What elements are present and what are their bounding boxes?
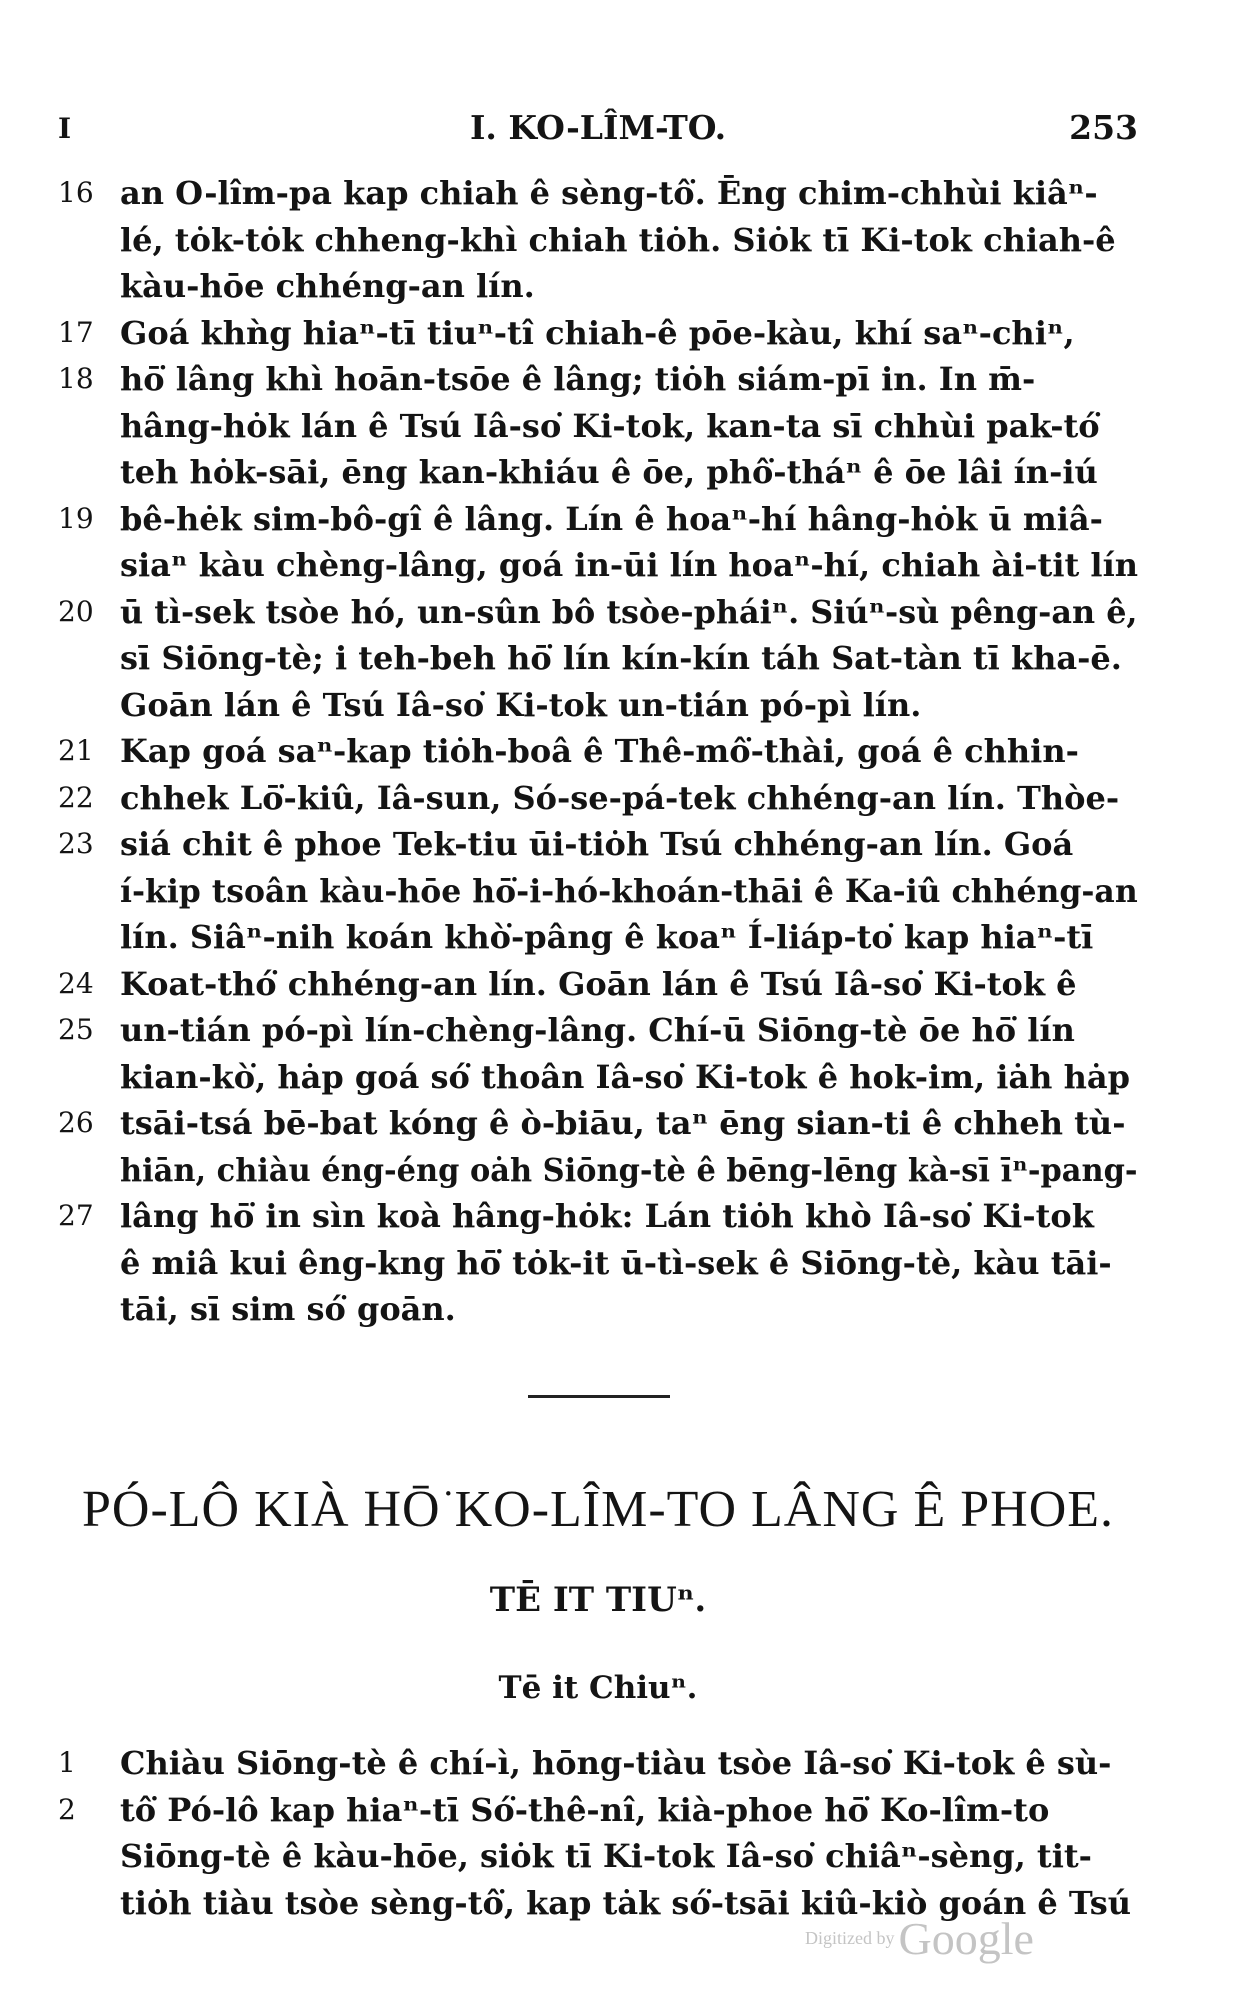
epistle-ending-text (58, 170, 1138, 1333)
book-title: PÓ-LÔ KIÀ HŌ͘ KO-LÎM-TO LÂNG Ê PHOE. (81, 1481, 1115, 1538)
verse-number: 19 (58, 501, 94, 535)
verse-number: 24 (58, 966, 94, 1000)
text-line (58, 589, 1138, 636)
text-line (58, 821, 1138, 868)
text-line (58, 1286, 1138, 1333)
line-text: Siōng-tè ê kàu-hōe, siȯk tī Ki-tok Iâ-so͘ chiâⁿ-sèng, tit- (120, 1837, 1092, 1875)
line-text: teh hȯk-sāi, ēng kan-khiáu ê ōe, phô͘-tháⁿ ê ōe lâi ín-iú (120, 453, 1098, 491)
line-text: Goān lán ê Tsú Iâ-so͘ Ki-tok un-tián pó-pì lín. (120, 685, 922, 724)
text-line (58, 1787, 1138, 1834)
line-text: hiān, chiàu éng-éng oȧh Siōng-tè ê bēng-lēng kà-sī īⁿ-pang- (120, 1150, 1138, 1189)
line-text: un-tián pó-pì lín-chèng-lâng. Chí-ū Siōng-tè ōe hō͘ lín (120, 1011, 1075, 1049)
verse-number: 17 (58, 315, 94, 349)
text-line (58, 1740, 1138, 1787)
text-line (58, 356, 1138, 403)
text-line (58, 217, 1138, 264)
text-line (58, 1054, 1138, 1101)
text-line (58, 1193, 1138, 1240)
line-text: ū tì-sek tsòe hó, un-sûn bô tsòe-pháiⁿ. Siúⁿ-sù pêng-an ê, (120, 592, 1138, 631)
verse-number: 20 (58, 594, 94, 628)
chapter-one-text (58, 1740, 1138, 1926)
line-text: hâng-hȯk lán ê Tsú Iâ-so͘ Ki-tok, kan-ta sī chhùi pak-tó͘ (120, 406, 1100, 445)
section-divider (528, 1395, 670, 1398)
text-line (58, 170, 1138, 217)
line-text: tsāi-tsá bē-bat kóng ê ò-biāu, taⁿ ēng sian-ti ê chheh tù- (120, 1104, 1126, 1142)
line-text: hō͘ lâng khì hoān-tsōe ê lâng; tiȯh siám-pī in. In m̄- (120, 360, 1036, 398)
watermark-prefix: Digitized by (805, 1928, 895, 1948)
line-text: kàu-hōe chhéng-an lín. (120, 267, 535, 305)
text-line (58, 1147, 1138, 1194)
text-line (58, 635, 1138, 682)
chapter-title: TĒ IT TIUⁿ. (489, 1580, 707, 1620)
text-line (58, 1100, 1138, 1147)
line-text: Chiàu Siōng-tè ê chí-ì, hōng-tiàu tsòe Iâ-so͘ Ki-tok ê sù- (120, 1744, 1112, 1782)
line-text: bê-hėk sim-bô-gî ê lâng. Lín ê hoaⁿ-hí hâng-hȯk ū miâ- (120, 499, 1103, 538)
text-line (58, 496, 1138, 543)
verse-number: 23 (58, 827, 94, 860)
line-text: tô͘ Pó-lô kap hiaⁿ-tī Só͘-thê-nî, kià-phoe hō͘ Ko-lîm-to (120, 1790, 1050, 1829)
text-line (58, 961, 1138, 1008)
line-text: lé, tȯk-tȯk chheng-khì chiah tiȯh. Siȯk tī Ki-tok chiah-ê (120, 220, 1116, 259)
line-text: í-kip tsoân kàu-hōe hō͘-i-hó-khoán-thāi ê Ka-iû chhéng-an (120, 871, 1138, 910)
text-line (58, 868, 1138, 915)
page-number: 253 (1069, 108, 1138, 147)
line-text: lâng hō͘ in sìn koà hâng-hȯk: Lán tiȯh khò Iâ-so͘ Ki-tok (120, 1197, 1094, 1235)
text-line (58, 914, 1138, 961)
header-title: I. KO-LÎM-TO. (469, 108, 727, 147)
running-header (58, 108, 1138, 158)
verse-number: 22 (58, 780, 94, 814)
line-text: an O-lîm-pa kap chiah ê sèng-tô͘. Ēng chim-chhùi kiâⁿ- (120, 174, 1098, 212)
line-text: lín. Siâⁿ-nih koán khò͘-pâng ê koaⁿ Í-liáp-to͘ kap hiaⁿ-tī (120, 918, 1094, 956)
line-text: siaⁿ kàu chèng-lâng, goá in-ūi lín hoaⁿ-hí, chiah ài-tit lín (120, 546, 1138, 584)
verse-number: 27 (58, 1199, 94, 1232)
text-line (58, 263, 1138, 310)
verse-number: 1 (58, 1746, 76, 1779)
text-line (58, 728, 1138, 775)
line-text: chhek Lō͘-kiû, Iâ-sun, Só-se-pá-tek chhéng-an lín. Thòe- (120, 778, 1120, 817)
line-text: siá chit ê phoe Tek-tiu ūi-tiȯh Tsú chhéng-an lín. Goá (120, 825, 1074, 863)
line-text: Goá khǹg hiaⁿ-tī tiuⁿ-tî chiah-ê pōe-kàu, khí saⁿ-chiⁿ, (120, 313, 1075, 352)
line-text: sī Siōng-tè; i teh-beh hō͘ lín kín-kín táh Sat-tàn tī kha-ē. (120, 639, 1122, 677)
text-line (58, 1833, 1138, 1880)
line-text: ê miâ kui êng-kng hō͘ tȯk-it ū-tì-sek ê Siōng-tè, kàu tāi- (120, 1243, 1112, 1282)
line-text: kian-kò͘, hȧp goá só͘ thoân Iâ-so͘ Ki-tok ê hok-im, iȧh hȧp (120, 1057, 1130, 1096)
text-line (58, 449, 1138, 496)
verse-number: 26 (58, 1106, 94, 1139)
text-line (58, 775, 1138, 822)
verse-number: 18 (58, 362, 94, 395)
text-line (58, 310, 1138, 357)
text-line (58, 542, 1138, 589)
line-text: Kap goá saⁿ-kap tiȯh-boâ ê Thê-mô͘-thài, goá ê chhin- (120, 732, 1079, 770)
text-line (58, 1007, 1138, 1054)
line-text: Koat-thó͘ chhéng-an lín. Goān lán ê Tsú Iâ-so͘ Ki-tok ê (120, 964, 1077, 1003)
text-line (58, 1240, 1138, 1287)
text-line (58, 403, 1138, 450)
verse-number: 25 (58, 1013, 94, 1046)
header-section-mark: I (58, 112, 72, 145)
google-logo: Google (898, 1913, 1034, 1964)
verse-number: 21 (58, 734, 94, 767)
line-text: tiȯh tiàu tsòe sèng-tô͘, kap tȧk só͘-tsāi kiû-kiò goán ê Tsú (120, 1883, 1132, 1922)
section-title: Tē it Chiuⁿ. (498, 1670, 698, 1706)
line-text: tāi, sī sim só͘ goān. (120, 1290, 456, 1328)
digitized-watermark (805, 1912, 1065, 1972)
verse-number: 2 (58, 1792, 76, 1826)
text-line (58, 682, 1138, 729)
verse-number: 16 (58, 176, 94, 209)
